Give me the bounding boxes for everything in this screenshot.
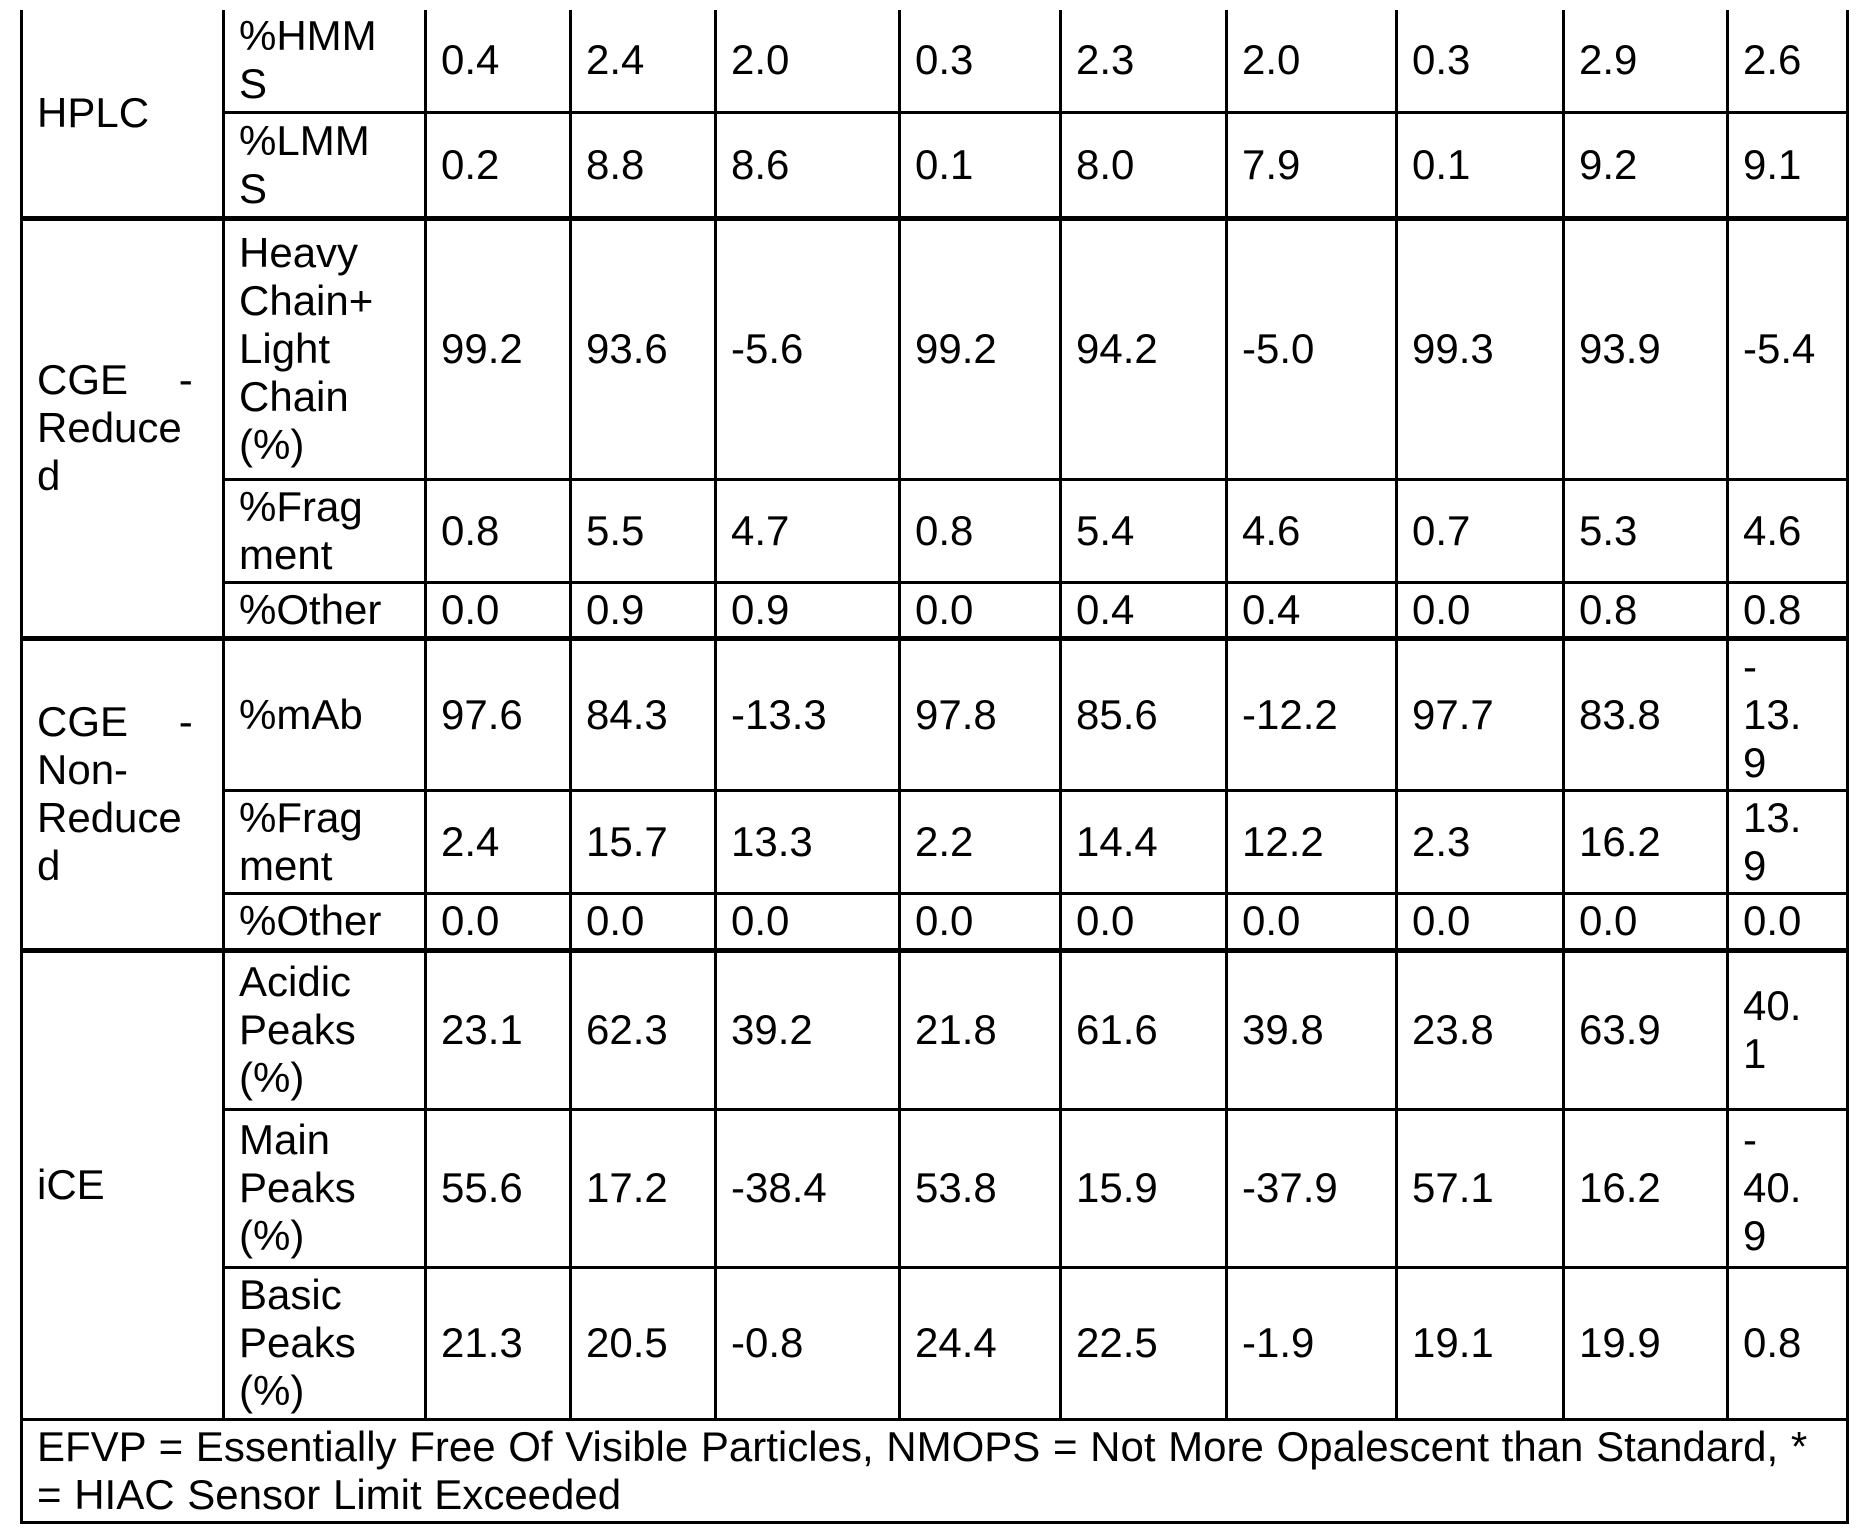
table-row	[22, 479, 1848, 582]
value-cell: 2.0	[716, 10, 900, 112]
value-cell: 23.8	[1397, 950, 1564, 1109]
value-cell: 0.9	[571, 582, 716, 638]
value-cell: 55.6	[426, 1109, 571, 1267]
value-cell: 39.2	[716, 950, 900, 1109]
value-cell: 2.4	[426, 790, 571, 893]
table-row	[22, 1267, 1848, 1419]
value-cell: 0.0	[1061, 893, 1227, 950]
value-cell: 8.0	[1061, 112, 1227, 218]
value-cell: 20.5	[571, 1267, 716, 1419]
value-cell: 0.0	[1728, 893, 1848, 950]
value-cell: 15.9	[1061, 1109, 1227, 1267]
value-cell: 0.8	[900, 479, 1061, 582]
value-cell: 0.0	[1564, 893, 1728, 950]
group-cell-cge-non-reduced: CGE - Non- Reduce d	[22, 638, 224, 950]
table-row	[22, 790, 1848, 893]
value-cell: 85.6	[1061, 638, 1227, 790]
value-cell: 5.4	[1061, 479, 1227, 582]
value-cell: 0.0	[426, 582, 571, 638]
table-row	[22, 638, 1848, 790]
value-cell: - 13. 9	[1728, 638, 1848, 790]
value-cell: -38.4	[716, 1109, 900, 1267]
param-cell-basic-peaks: Basic Peaks (%)	[224, 1267, 426, 1419]
table-row	[22, 893, 1848, 950]
table-row	[22, 950, 1848, 1109]
value-cell: 9.1	[1728, 112, 1848, 218]
param-cell-hmms: %HMM S	[224, 10, 426, 112]
value-cell: 62.3	[571, 950, 716, 1109]
value-cell: 9.2	[1564, 112, 1728, 218]
value-cell: 0.8	[1728, 582, 1848, 638]
table-row	[22, 1109, 1848, 1267]
value-cell: -5.4	[1728, 218, 1848, 479]
value-cell: 8.6	[716, 112, 900, 218]
value-cell: 4.6	[1728, 479, 1848, 582]
value-cell: 5.5	[571, 479, 716, 582]
group-cell-hplc: HPLC	[22, 10, 224, 218]
value-cell: 83.8	[1564, 638, 1728, 790]
value-cell: 0.9	[716, 582, 900, 638]
value-cell: 23.1	[426, 950, 571, 1109]
value-cell: 97.8	[900, 638, 1061, 790]
value-cell: 0.4	[426, 10, 571, 112]
value-cell: 8.8	[571, 112, 716, 218]
value-cell: 14.4	[1061, 790, 1227, 893]
value-cell: 22.5	[1061, 1267, 1227, 1419]
value-cell: 0.8	[426, 479, 571, 582]
table-row	[22, 218, 1848, 479]
value-cell: 0.0	[1227, 893, 1397, 950]
value-cell: 0.1	[1397, 112, 1564, 218]
value-cell: 99.3	[1397, 218, 1564, 479]
value-cell: 94.2	[1061, 218, 1227, 479]
table-row	[22, 1419, 1848, 1522]
value-cell: 2.2	[900, 790, 1061, 893]
value-cell: 97.7	[1397, 638, 1564, 790]
param-cell-main-peaks: Main Peaks (%)	[224, 1109, 426, 1267]
value-cell: 15.7	[571, 790, 716, 893]
value-cell: 2.6	[1728, 10, 1848, 112]
value-cell: 99.2	[426, 218, 571, 479]
value-cell: 21.3	[426, 1267, 571, 1419]
value-cell: 84.3	[571, 638, 716, 790]
value-cell: 5.3	[1564, 479, 1728, 582]
value-cell: 0.0	[1397, 582, 1564, 638]
value-cell: 97.6	[426, 638, 571, 790]
value-cell: 0.0	[426, 893, 571, 950]
value-cell: 16.2	[1564, 1109, 1728, 1267]
value-cell: 0.4	[1227, 582, 1397, 638]
param-cell-heavy-light-chain: Heavy Chain+ Light Chain (%)	[224, 218, 426, 479]
value-cell: 4.6	[1227, 479, 1397, 582]
value-cell: 19.1	[1397, 1267, 1564, 1419]
param-cell-lmms: %LMM S	[224, 112, 426, 218]
value-cell: 13.3	[716, 790, 900, 893]
value-cell: 93.6	[571, 218, 716, 479]
table-row	[22, 582, 1848, 638]
stability-results-table	[20, 10, 1849, 1524]
value-cell: 13. 9	[1728, 790, 1848, 893]
group-cell-cge-reduced: CGE - Reduce d	[22, 218, 224, 638]
value-cell: 0.0	[1397, 893, 1564, 950]
value-cell: 0.3	[900, 10, 1061, 112]
value-cell: 12.2	[1227, 790, 1397, 893]
value-cell: 4.7	[716, 479, 900, 582]
value-cell: -12.2	[1227, 638, 1397, 790]
value-cell: 53.8	[900, 1109, 1061, 1267]
value-cell: 2.0	[1227, 10, 1397, 112]
value-cell: -13.3	[716, 638, 900, 790]
value-cell: 93.9	[1564, 218, 1728, 479]
value-cell: 0.0	[571, 893, 716, 950]
param-cell-other: %Other	[224, 582, 426, 638]
value-cell: 16.2	[1564, 790, 1728, 893]
value-cell: -5.6	[716, 218, 900, 479]
value-cell: 0.2	[426, 112, 571, 218]
value-cell: 0.1	[900, 112, 1061, 218]
table-row	[22, 112, 1848, 218]
value-cell: 0.8	[1728, 1267, 1848, 1419]
value-cell: 0.0	[716, 893, 900, 950]
param-cell-fragment: %Frag ment	[224, 790, 426, 893]
value-cell: 61.6	[1061, 950, 1227, 1109]
param-cell-other: %Other	[224, 893, 426, 950]
value-cell: 0.3	[1397, 10, 1564, 112]
value-cell: 2.3	[1061, 10, 1227, 112]
value-cell: 24.4	[900, 1267, 1061, 1419]
value-cell: 99.2	[900, 218, 1061, 479]
value-cell: 39.8	[1227, 950, 1397, 1109]
value-cell: 63.9	[1564, 950, 1728, 1109]
value-cell: 7.9	[1227, 112, 1397, 218]
value-cell: 2.3	[1397, 790, 1564, 893]
value-cell: 0.0	[900, 582, 1061, 638]
value-cell: 21.8	[900, 950, 1061, 1109]
value-cell: -1.9	[1227, 1267, 1397, 1419]
param-cell-fragment: %Frag ment	[224, 479, 426, 582]
value-cell: 0.8	[1564, 582, 1728, 638]
table-row	[22, 10, 1848, 112]
value-cell: - 40. 9	[1728, 1109, 1848, 1267]
param-cell-acidic-peaks: Acidic Peaks (%)	[224, 950, 426, 1109]
value-cell: 0.0	[900, 893, 1061, 950]
group-cell-ice: iCE	[22, 950, 224, 1419]
value-cell: -0.8	[716, 1267, 900, 1419]
value-cell: 19.9	[1564, 1267, 1728, 1419]
param-cell-mab: %mAb	[224, 638, 426, 790]
value-cell: -37.9	[1227, 1109, 1397, 1267]
value-cell: 2.9	[1564, 10, 1728, 112]
value-cell: -5.0	[1227, 218, 1397, 479]
value-cell: 2.4	[571, 10, 716, 112]
value-cell: 57.1	[1397, 1109, 1564, 1267]
value-cell: 0.7	[1397, 479, 1564, 582]
footnote-cell: EFVP = Essentially Free Of Visible Particles, NMOPS = Not More Opalescent than Standard, * = HIAC Sensor Limit Exceeded	[22, 1419, 1848, 1522]
value-cell: 40. 1	[1728, 950, 1848, 1109]
value-cell: 17.2	[571, 1109, 716, 1267]
value-cell: 0.4	[1061, 582, 1227, 638]
